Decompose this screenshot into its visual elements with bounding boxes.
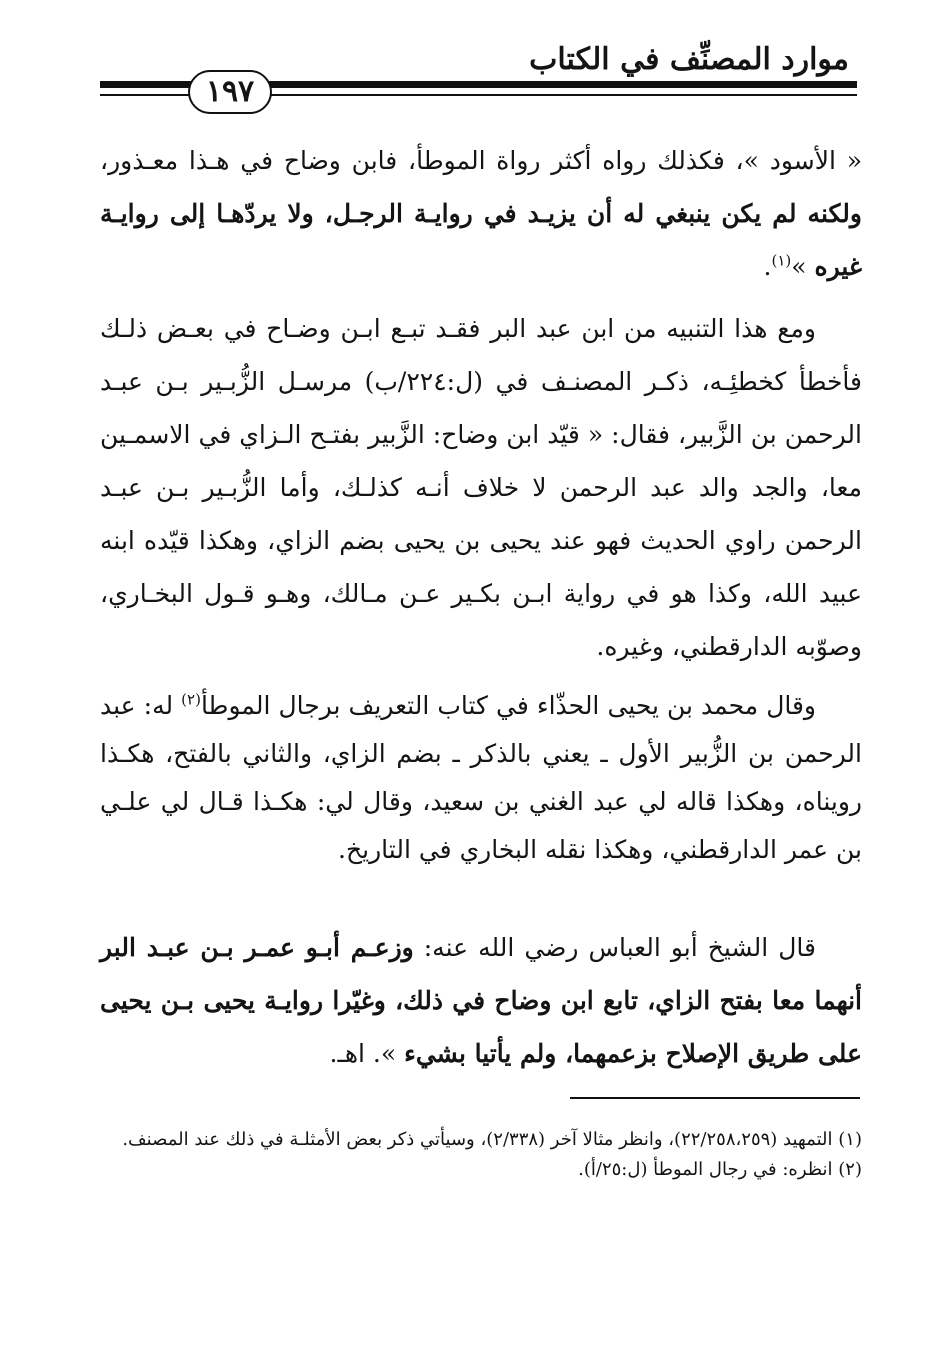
footnote-separator [570,1097,860,1099]
paragraph-4-intro: قال الشيخ أبو العباس رضي الله عنه: [413,933,816,962]
paragraph-4 [100,921,862,1080]
footnote-1: (١) التمهيد (٢٢/٢٥٨،٢٥٩)، وانظر مثالا آخر (٢/٣٣٨)، وسيأتي ذكر بعض الأمثلـة في ذلك عند المصنف. [122,1129,862,1150]
paragraph-3-text-rest: له: عبد الرحمن بن الزُّبير الأول ـ يعني بالذكر ـ بضم الزاي، والثاني بالفتح، هكـذا رويناه، وهكذا قاله لي عبد الغني بن سعيد، وقال لي: هكـذا قـال لي علـي بن عمر الدارقطني، وهكذا نقله البخاري في التاريخ. [100,691,862,864]
paragraph-1-close-quote: » [791,252,807,281]
paragraph-3-text-start: وقال محمد بن يحيى الحذّاء في كتاب التعريف برجال الموطأ [200,691,816,720]
paragraph-1 [100,134,862,293]
page-number: ١٩٧ [188,70,272,114]
paragraph-4-ending: ». اهـ. [329,1039,405,1068]
footnotes [100,1125,862,1185]
paragraph-4-bold-quote: وزعـم أبـو عمـر بـن عبـد البر أنهما معا بفتح الزاي، تابع ابن وضاح في ذلك، وغيّرا روايـة يحيى بـن يحيى على طريق الإصلاح بزعمهما، ولم يأتيا بشيء [100,933,862,1068]
footnote-2: (٢) انظره: في رجال الموطأ (ل:٢٥/أ). [578,1159,862,1180]
footnote-ref-1: (١) [771,251,792,270]
footnote-ref-2: (٢) [181,690,201,709]
paragraph-1-text: « الأسود »، فكذلك رواه أكثر رواة الموطأ، فابن وضاح في هـذا معـذور، [100,146,862,175]
paragraph-3 [100,682,862,874]
paragraph-1-bold-quote: ولكنه لم يكن ينبغي له أن يزيـد في روايـة الرجـل، ولا يردّهـا إلى روايـة غيره [100,199,862,281]
paragraph-1-period: . [763,252,772,281]
paragraph-2 [100,302,862,673]
running-header-title: موارد المصنِّف في الكتاب [529,42,849,77]
paragraph-2-text: ومع هذا التنبيه من ابن عبد البر فقـد تبـع ابـن وضـاح في بعـض ذلـك فأخطأ كخطئِـه، ذكـر المصنـف في (ل:٢٢٤/ب) مرسـل الزُّبـير بـن عبـد الرحمن بن الزَّبير، فقال: « قيّد ابن وضاح: الزَّبير بفتـح الـزاي في الاسمـين معا، والجد والد عبد الرحمن لا خلاف أنـه كذلـك، وأما الزُّبـير بـن عبـد الرحمن راوي الحديث فهو عند يحيى بن يحيى بضم الزاي، وهكذا قيّده ابنه عبيد الله، وكذا هو في رواية ابـن بكـير عـن مـالك، وهـو قـول البخـاري، وصوّبه الدارقطني، وغيره. [100,314,862,661]
